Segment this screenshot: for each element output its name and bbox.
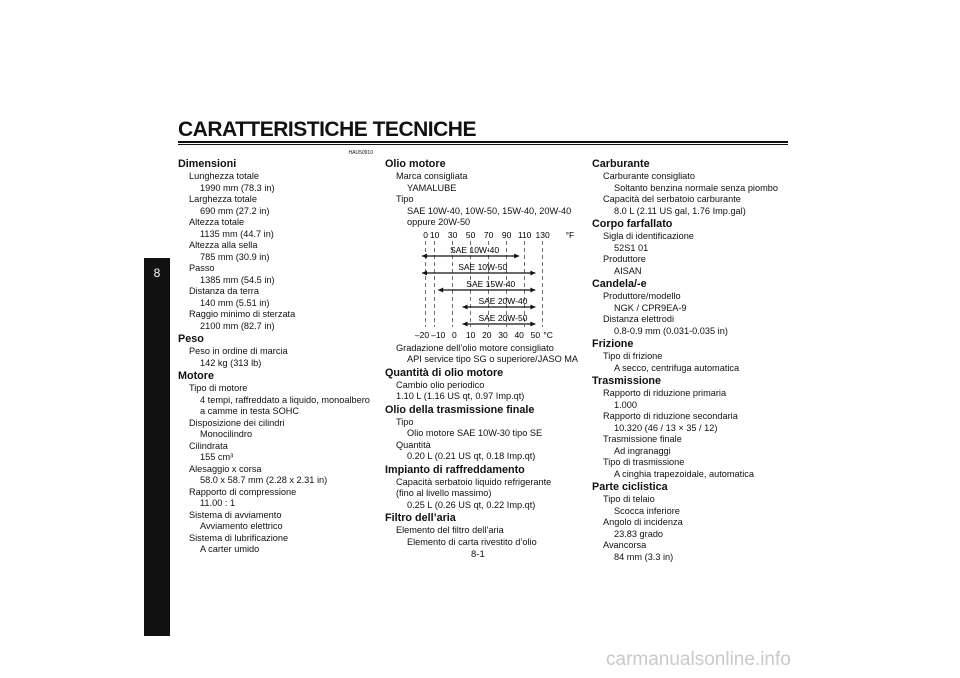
spec-label: Quantità	[396, 439, 431, 450]
range-arrow-right	[530, 304, 535, 309]
page-title: CARATTERISTICHE TECNICHE	[178, 118, 476, 141]
section-raffreddamento: Impianto di raffreddamento	[385, 463, 525, 476]
spec-value: 11.00 : 1	[200, 498, 236, 508]
fahrenheit-unit: °F	[565, 229, 575, 240]
fahrenheit-tick-label: 0	[423, 229, 428, 240]
series-label: SAE 20W-50	[478, 312, 528, 323]
section-trasmissione: Trasmissione	[592, 375, 662, 387]
spec-label: (fino al livello massimo)	[396, 488, 492, 498]
spec-label: Sistema di lubrificazione	[189, 532, 289, 543]
series-label: SAE 20W-40	[478, 295, 528, 306]
spec-value: A secco, centrifuga automatica	[614, 362, 740, 373]
spec-value: 23.83 grado	[614, 528, 664, 539]
spec-label: Sigla di identificazione	[603, 231, 694, 241]
spec-value: Ad ingranaggi	[614, 445, 671, 456]
spec-label: Distanza da terra	[189, 286, 259, 296]
spec-label: Capacità del serbatoio carburante	[603, 194, 741, 204]
series-label: SAE 15W-40	[466, 278, 516, 289]
spec-value: API service tipo SG o superiore/JASO MA	[407, 354, 579, 364]
fahrenheit-tick-label: 90	[501, 229, 512, 240]
title-rule-thin	[178, 144, 788, 145]
range-arrow-right	[530, 321, 535, 326]
spec-label: Disposizione dei cilindri	[189, 417, 285, 428]
column-3	[592, 150, 787, 563]
fahrenheit-tick-label: 10	[429, 229, 440, 240]
range-arrow-left	[422, 253, 427, 258]
series-label: SAE 10W-50	[458, 261, 508, 272]
spec-label: Rapporto di riduzione primaria	[603, 388, 727, 398]
spec-label: Tipo	[396, 416, 414, 427]
spec-value: A carter umido	[200, 544, 260, 554]
spec-value: 140 mm (5.51 in)	[200, 297, 270, 308]
spec-value: 785 mm (30.9 in)	[200, 251, 270, 262]
spec-value: 1135 mm (44.7 in)	[200, 228, 274, 239]
title-rule	[178, 141, 788, 143]
celsius-tick-label: –10	[431, 329, 446, 340]
celsius-tick-label: 30	[498, 329, 508, 340]
section-dimensioni: Dimensioni	[178, 158, 237, 170]
spec-value: 1385 mm (54.5 in)	[200, 274, 275, 285]
range-arrow-left	[422, 270, 427, 275]
spec-value: 2100 mm (82.7 in)	[200, 320, 275, 331]
spec-value: 0.8-0.9 mm (0.031-0.035 in)	[614, 325, 728, 336]
spec-value: 155 cm³	[200, 452, 234, 462]
spec-value: 690 mm (27.2 in)	[200, 205, 270, 216]
spec-label: Rapporto di compressione	[189, 486, 297, 497]
section-code: HAU50910	[348, 150, 373, 156]
spec-label: Carburante consigliato	[603, 171, 695, 181]
spec-value: oppure 20W-50	[407, 217, 471, 227]
column-2	[385, 150, 580, 548]
spec-label: Lunghezza totale	[189, 171, 259, 181]
column-1	[178, 150, 373, 556]
range-arrow-left	[463, 321, 468, 326]
spec-value: NGK / CPR9EA-9	[614, 302, 687, 313]
spec-label: Rapporto di riduzione secondaria	[603, 411, 738, 421]
spec-value: 0.25 L (0.26 US qt, 0.22 Imp.qt)	[407, 499, 536, 510]
celsius-tick-label: –20	[414, 329, 430, 340]
range-arrow-right	[530, 270, 535, 275]
spec-value: 10.320 (46 / 13 × 35 / 12)	[614, 422, 718, 433]
section-peso: Peso	[178, 333, 204, 345]
oil-viscosity-chart	[385, 229, 580, 343]
spec-label: Altezza totale	[189, 217, 245, 227]
section-candela: Candela/-e	[592, 278, 647, 290]
series-label: SAE 10W-40	[450, 244, 500, 255]
spec-value: Soltanto benzina normale senza piombo	[614, 182, 778, 193]
spec-value: Monocilindro	[200, 429, 253, 439]
range-arrow-right	[530, 287, 535, 292]
spec-label: Tipo di trasmissione	[603, 457, 685, 467]
spec-value: 52S1 01	[614, 242, 649, 253]
spec-label: Altezza alla sella	[189, 240, 258, 250]
spec-value: a camme in testa SOHC	[200, 406, 300, 416]
spec-label: Tipo di telaio	[603, 494, 655, 504]
spec-label: Cambio olio periodico	[396, 379, 485, 390]
spec-label: Produttore	[603, 254, 646, 264]
range-arrow-left	[438, 287, 443, 292]
celsius-tick-label: 0	[452, 329, 457, 340]
section-olio-motore: Olio motore	[385, 158, 446, 170]
spec-value: 8.0 L (2.11 US gal, 1.76 Imp.gal)	[614, 205, 746, 216]
fahrenheit-tick-label: 50	[465, 229, 476, 240]
spec-value: 142 kg (313 lb)	[200, 357, 262, 368]
spec-value: Avviamento elettrico	[200, 521, 283, 531]
spec-value: 58.0 x 58.7 mm (2.28 x 2.31 in)	[200, 475, 328, 485]
section-olio-trasmissione: Olio della trasmissione finale	[385, 403, 535, 416]
spec-value: YAMALUBE	[407, 182, 457, 193]
fahrenheit-tick-label: 110	[517, 229, 532, 240]
fahrenheit-tick-label: 30	[447, 229, 458, 240]
section-quantita-olio: Quantità di olio motore	[385, 366, 504, 379]
spec-label: Cilindrata	[189, 440, 228, 451]
spec-value: 84 mm (3.3 in)	[614, 551, 674, 562]
spec-value: 1.10 L (1.16 US qt, 0.97 Imp.qt)	[396, 391, 525, 401]
celsius-tick-label: 40	[514, 329, 524, 340]
spec-label: Raggio minimo di sterzata	[189, 309, 296, 319]
spec-label: Tipo	[396, 194, 414, 204]
spec-label: Larghezza totale	[189, 194, 257, 204]
celsius-tick-label: 50	[530, 329, 541, 340]
range-arrow-right	[514, 253, 519, 258]
spec-label: Angolo di incidenza	[603, 517, 683, 527]
watermark: carmanualsonline.info	[606, 649, 791, 670]
spec-label: Marca consigliata	[396, 171, 468, 181]
spec-value: Elemento di carta rivestito d’olio	[407, 536, 537, 547]
spec-value: 0.20 L (0.21 US qt, 0.18 Imp.qt)	[407, 451, 536, 461]
fahrenheit-tick-label: 130	[535, 229, 550, 240]
section-carburante: Carburante	[592, 158, 650, 170]
spec-value: AISAN	[614, 265, 642, 276]
spec-label: Avancorsa	[603, 540, 647, 550]
spec-label: Distanza elettrodi	[603, 314, 674, 324]
celsius-unit: °C	[543, 329, 553, 340]
section-motore: Motore	[178, 370, 214, 382]
section-corpo-farfallato: Corpo farfallato	[592, 218, 673, 230]
spec-value: 1.000	[614, 399, 637, 410]
section-frizione: Frizione	[592, 338, 634, 350]
spec-value: A cinghia trapezoidale, automatica	[614, 468, 754, 479]
spec-label: Tipo di motore	[189, 383, 248, 393]
spec-label: Capacità serbatoio liquido refrigerante	[396, 476, 552, 487]
spec-value: SAE 10W-40, 10W-50, 15W-40, 20W-40	[407, 205, 572, 216]
chapter-tab: 8	[144, 258, 170, 636]
spec-label: Tipo di frizione	[603, 351, 663, 361]
spec-label: Alesaggio x corsa	[189, 463, 262, 474]
spec-value: 1990 mm (78.3 in)	[200, 182, 275, 193]
spec-label: Sistema di avviamento	[189, 509, 282, 520]
celsius-tick-label: 20	[482, 329, 492, 340]
spec-value: Scocca inferiore	[614, 505, 680, 516]
spec-value: 4 tempi, raffreddato a liquido, monoalbero	[200, 394, 370, 405]
page-number: 8-1	[471, 549, 485, 560]
range-arrow-left	[463, 304, 468, 309]
spec-label: Peso in ordine di marcia	[189, 346, 288, 356]
spec-value: Olio motore SAE 10W-30 tipo SE	[407, 428, 543, 438]
spec-label: Trasmissione finale	[603, 434, 682, 444]
spec-label: Produttore/modello	[603, 291, 681, 301]
spec-label: Passo	[189, 263, 215, 273]
spec-label: Elemento del filtro dell’aria	[396, 525, 504, 535]
dimensioni-list	[178, 171, 373, 332]
celsius-tick-label: 10	[465, 329, 476, 340]
section-parte-ciclistica: Parte ciclistica	[592, 481, 668, 493]
fahrenheit-tick-label: 70	[483, 229, 494, 240]
section-filtro-aria: Filtro dell’aria	[385, 512, 456, 524]
spec-label: Gradazione dell’olio motore consigliato	[396, 342, 554, 353]
